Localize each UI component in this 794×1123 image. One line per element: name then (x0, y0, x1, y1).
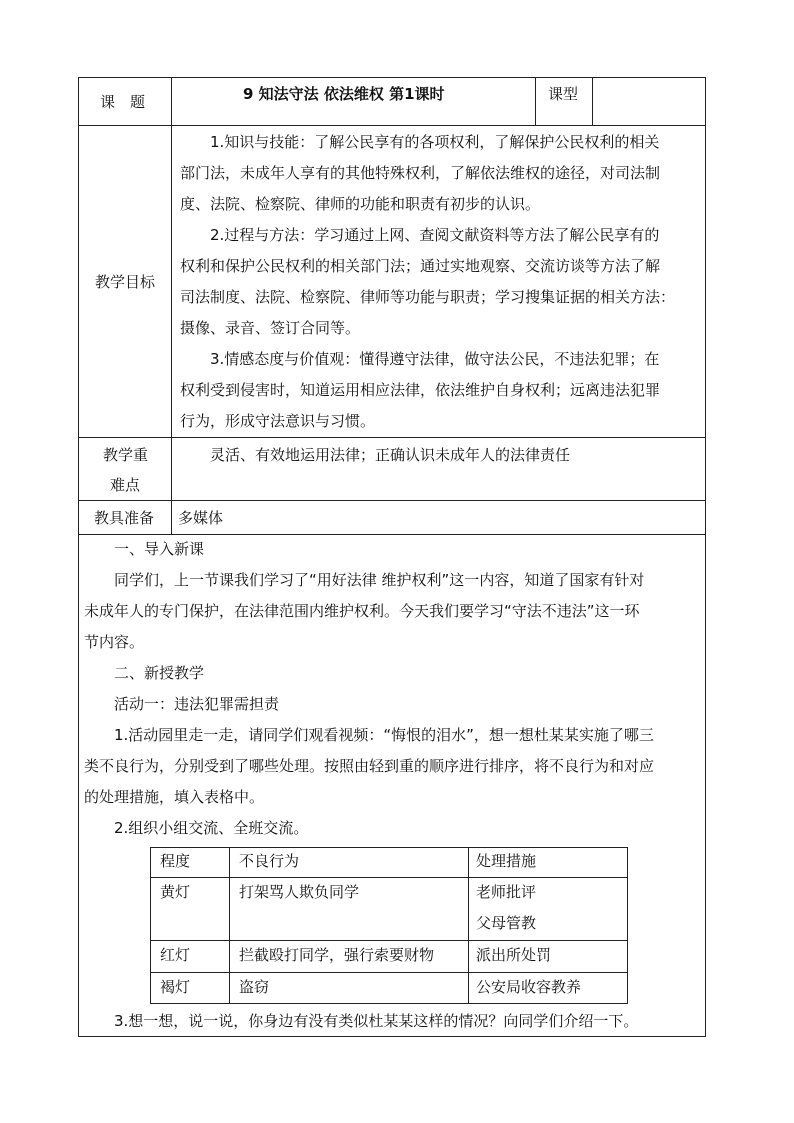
key-points-label: 难点 (110, 476, 141, 494)
process-line: 2.组织小组交流、全班交流。 (114, 819, 309, 837)
objectives-line: 部门法，未成年人享有的其他特殊权利，了解依法维权的途径，对司法制 (180, 164, 661, 182)
objectives-line: 司法制度、法院、检察院、律师等功能与职责；学习搜集证据的相关方法： (180, 288, 676, 306)
table-cell-measure: 公安局收容教养 (476, 978, 582, 996)
table-border-right (705, 77, 706, 1037)
table-header-behavior: 不良行为 (239, 852, 300, 870)
lesson-title: 9 知法守法 依法维权 第1课时 (243, 85, 445, 103)
objectives-line: 行为，形成守法意识与习惯。 (180, 412, 376, 430)
process-heading: 二、新授教学 (114, 664, 205, 682)
table-divider (78, 125, 706, 126)
table-cell-level: 黄灯 (160, 883, 191, 901)
objectives-line: 3.情感态度与价值观：懂得遵守法律，做守法公民，不违法犯罪；在 (210, 350, 660, 368)
inner-table-line (468, 847, 469, 1004)
objectives-line: 权利和保护公民权利的相关部门法；通过实地观察、交流访谈等方法了解 (180, 257, 661, 275)
lesson-type-label: 课型 (548, 85, 579, 103)
table-border-top (78, 77, 706, 78)
objectives-line: 度、法院、检察院、律师的功能和职责有初步的认识。 (180, 195, 541, 213)
table-cell-behavior: 打架骂人欺负同学 (239, 883, 360, 901)
key-points-label: 教学重 (103, 446, 149, 464)
objectives-line: 1.知识与技能：了解公民享有的各项权利，了解保护公民权利的相关 (210, 133, 660, 151)
inner-table-line (229, 847, 230, 1004)
table-header-measures: 处理措施 (476, 852, 537, 870)
process-heading: 一、导入新课 (114, 540, 205, 558)
objectives-line: 2.过程与方法：学习通过上网、查阅文献资料等方法了解公民享有的 (210, 226, 660, 244)
inner-table-line (150, 1003, 628, 1004)
table-border-bottom (78, 1036, 706, 1037)
table-border-left (78, 77, 79, 1037)
process-text (84, 534, 702, 844)
table-cell-level: 红灯 (160, 946, 191, 964)
process-line: 活动一：违法犯罪需担责 (114, 695, 280, 713)
tools-label: 教具准备 (94, 509, 155, 527)
inner-table-line (627, 847, 628, 1004)
inner-table-line (150, 847, 151, 1004)
table-header-level: 程度 (160, 852, 191, 870)
table-cell-level: 褐灯 (160, 978, 191, 996)
process-line: 1.活动园里走一走，请同学们观看视频：“悔恨的泪水”，想一想杜某某实施了哪三 (114, 726, 654, 744)
process-line: 的处理措施，填入表格中。 (84, 788, 265, 806)
table-divider (78, 500, 706, 501)
subject-label: 课 题 (100, 93, 146, 111)
process-line: 节内容。 (84, 633, 145, 651)
table-cell-behavior: 盗窃 (239, 978, 270, 996)
table-cell-behavior: 拦截殴打同学，强行索要财物 (239, 946, 435, 964)
key-points-content: 灵活、有效地运用法律；正确认识未成年人的法律责任 (210, 446, 571, 464)
process-line: 未成年人的专门保护，在法律范围内维护权利。今天我们要学习“守法不违法”这一环 (84, 602, 640, 620)
table-column-divider (171, 77, 172, 535)
inner-table-line (150, 847, 628, 848)
table-column-divider (592, 77, 593, 126)
inner-table-line (150, 877, 628, 878)
tools-content: 多媒体 (178, 509, 224, 527)
objectives-label: 教学目标 (95, 273, 156, 291)
process-line: 同学们，上一节课我们学习了“用好法律 维护权利”这一内容，知道了国家有针对 (114, 571, 645, 589)
table-cell-measure: 父母管教 (476, 914, 537, 932)
table-cell-measure: 老师批评 (476, 883, 537, 901)
table-divider (78, 437, 706, 438)
table-cell-measure: 派出所处罚 (476, 946, 552, 964)
process-line: 类不良行为，分别受到了哪些处理。按照由轻到重的顺序进行排序，将不良行为和对应 (84, 757, 655, 775)
objectives-text (180, 127, 700, 437)
table-column-divider (535, 77, 536, 126)
objectives-line: 权利受到侵害时，知道运用相应法律，依法维护自身权利；远离违法犯罪 (180, 381, 661, 399)
objectives-line: 摄像、录音、签订合同等。 (180, 319, 361, 337)
process-final-line: 3.想一想，说一说，你身边有没有类似杜某某这样的情况？向同学们介绍一下。 (114, 1012, 639, 1030)
